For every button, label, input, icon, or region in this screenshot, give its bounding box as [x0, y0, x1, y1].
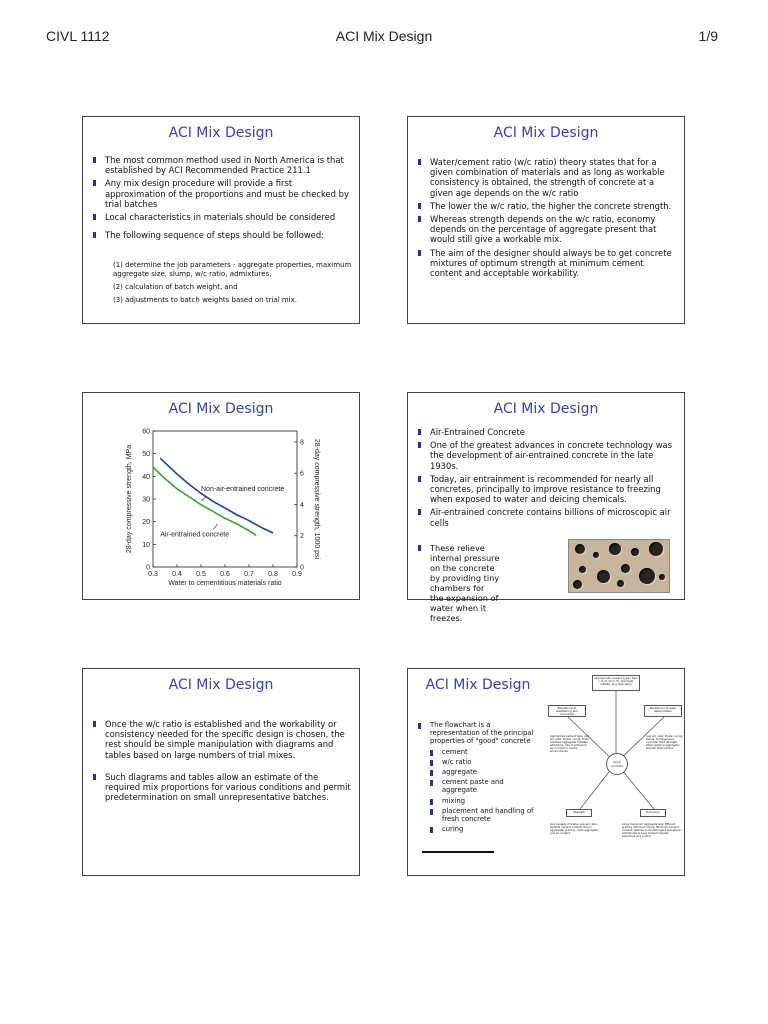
flowchart-top-box: Appropriate cement type (Type I, II, III, IV or V), low heat, sulfate, and high early	[592, 675, 640, 691]
bullet-item: aggregate	[428, 768, 540, 776]
bullet-list	[91, 719, 351, 805]
slide-title: ACI Mix Design	[425, 677, 531, 693]
bullet-item: Air-Entrained Concrete	[416, 427, 676, 437]
slide-title: ACI Mix Design	[493, 125, 599, 141]
bullet-item: Air-entrained concrete contains billions of microscopic air cells	[416, 507, 676, 527]
air-voids-photo	[568, 539, 670, 593]
bullet-list	[91, 155, 351, 241]
bullet-item: placement and handling of fresh concrete	[428, 807, 540, 823]
bullet-item: w/c ratio	[428, 758, 540, 766]
flowchart-strength-notes: Good quality of paste; Low w/c ratio; Optimal cement content; Sound aggregate, grading; clean aggregate; Low air content	[550, 823, 599, 836]
flowchart-strength-box: Strength	[566, 809, 592, 817]
bullet-item: Water/cement ratio (w/c ratio) theory states that for a given combination of materials and as long as workable consistency is obtained, the strength of concrete at a given age depends on the w/c ratio	[416, 157, 676, 198]
header-page-number: 1/9	[698, 28, 718, 44]
slide-1	[82, 116, 360, 324]
x-tick-label: 0.4	[172, 571, 182, 578]
strength-vs-wc-chart	[83, 419, 359, 599]
series-label-pointer	[201, 497, 206, 502]
y-tick-label: 0	[146, 564, 150, 572]
y-tick-label: 10	[142, 541, 150, 549]
divider-line	[422, 851, 494, 853]
bullet-list	[416, 721, 540, 835]
flowchart-left-box: Resistance to weathering and chemicals	[548, 705, 586, 717]
bullet-item: Whereas strength depends on the w/c ratio, economy depends on the percentage of aggregate present that would still give a workable mix.	[416, 214, 676, 245]
y2-tick-label: 6	[300, 470, 304, 478]
x-tick-label: 0.3	[148, 571, 158, 578]
flowchart-right-notes: Low w/c ratio; Proper curing; Dense, homogeneous concrete; Hard strength; Wear resisting aggregate; Smooth float surface	[646, 735, 684, 751]
bullet-item: Such diagrams and tables allow an estimate of the required mix proportions for various conditions and permit predetermination on small unrepresentative batches.	[91, 772, 351, 803]
y2-tick-label: 0	[300, 564, 304, 572]
bullet-item: Once the w/c ratio is established and the workability or consistency needed for the specific design is chosen, the rest should be simple manipulation with diagrams and tables based on large numbers of trial mixes.	[91, 719, 351, 760]
slide-5	[82, 668, 360, 876]
bullet-item	[416, 543, 584, 623]
bullet-item: cement	[428, 748, 540, 756]
bullet-list	[416, 157, 676, 281]
y2-tick-label: 4	[300, 501, 304, 509]
x-tick-label: 0.9	[292, 571, 302, 578]
slide-2	[407, 116, 685, 324]
bullet-item: The flowchart is a representation of the principal properties of "good" concrete	[416, 721, 540, 746]
plot-frame	[153, 431, 297, 567]
series-line-air-entrained	[153, 467, 256, 535]
y2-tick-label: 8	[300, 439, 304, 447]
caption-text: These relieve internal pressure on the concrete by providing tiny chambers for the expansion of water when it freezes.	[430, 543, 500, 623]
bullet-item: mixing	[428, 797, 540, 805]
slide-title: ACI Mix Design	[493, 401, 599, 417]
flowchart-economy-notes: Large maximum aggregate size; Efficient grading; Minimum slump; Minimum cement content; Optimal controlled agent operations; Admixtures to save cement; Quality assurance and control	[622, 823, 682, 839]
y-tick-label: 50	[142, 451, 150, 459]
header-course: CIVL 1112	[46, 28, 110, 44]
bullet-item: cement paste and aggregate	[428, 778, 540, 794]
flowchart-economy-box: Economy	[640, 809, 666, 817]
slide-3	[82, 392, 360, 600]
bullet-item: The lower the w/c ratio, the higher the concrete strength.	[416, 201, 676, 211]
bullet-list	[416, 427, 676, 531]
x-tick-label: 0.5	[196, 571, 206, 578]
x-axis-label: Water to cementitious materials ratio	[168, 580, 282, 587]
x-tick-label: 0.7	[244, 571, 254, 578]
series-label-air-entrained: Air-entrained concrete	[160, 531, 230, 539]
step-item: (1) determine the job parameters - aggregate properties, maximum aggregate size, slump, w/c ratio, admixtures,	[113, 261, 352, 278]
y2-tick-label: 2	[300, 533, 304, 541]
slide-title: ACI Mix Design	[168, 401, 274, 417]
bullet-item: Local characteristics in materials should be considered	[91, 212, 351, 222]
x-tick-label: 0.6	[220, 571, 230, 578]
x-tick-label: 0.8	[268, 571, 278, 578]
y-tick-label: 30	[142, 496, 150, 504]
bullet-item: Any mix design procedure will provide a first approximation of the proportions and must be checked by trial batches	[91, 178, 351, 209]
flowchart-left-notes: Appropriate cement type; Low w/c ratio; Proper curing; Fresh resistant aggregate; Suitable admixture; Use of entrained air in moist or severe environments	[550, 735, 590, 754]
y2-axis-label: 28-day compressive strength, 1000 psi	[313, 438, 320, 560]
bullet-item: The aim of the designer should always be to get concrete mixtures of optimum strength at minimum cement content and acceptable workability.	[416, 248, 676, 279]
slide-title: ACI Mix Design	[168, 677, 274, 693]
flowchart-center-node: Good concrete	[606, 753, 628, 775]
bullet-item: The most common method used in North America is that established by ACI Recommended Practice 211.1	[91, 155, 351, 175]
flowchart-right-box: Resistance to wear deterioration	[644, 705, 682, 717]
step-item: (2) calculation of batch weight, and	[113, 283, 238, 291]
y-tick-label: 20	[142, 519, 150, 527]
y-tick-label: 40	[142, 473, 150, 481]
series-label-pointer	[213, 524, 218, 530]
bullet-item: curing	[428, 825, 540, 833]
slide-6	[407, 668, 685, 876]
slide-title: ACI Mix Design	[168, 125, 274, 141]
y-tick-label: 60	[142, 428, 150, 436]
step-item: (3) adjustments to batch weights based on trial mix.	[113, 296, 297, 304]
header-title: ACI Mix Design	[335, 28, 433, 44]
bullet-item: One of the greatest advances in concrete technology was the development of air-entrained concrete in the late 1930s.	[416, 440, 676, 471]
slide-4	[407, 392, 685, 623]
bullet-item: The following sequence of steps should be followed:	[91, 230, 351, 240]
bullet-item: Today, air entrainment is recommended for nearly all concretes, principally to improve resistance to freezing when exposed to water and deicing chemicals.	[416, 474, 676, 505]
concrete-properties-flowchart	[546, 673, 684, 869]
series-label-non-air-entrained: Non-air-entrained concrete	[201, 486, 285, 494]
series-line-non-air-entrained	[160, 458, 273, 533]
y-axis-label: 28-day compressive strength, MPa	[126, 444, 133, 554]
